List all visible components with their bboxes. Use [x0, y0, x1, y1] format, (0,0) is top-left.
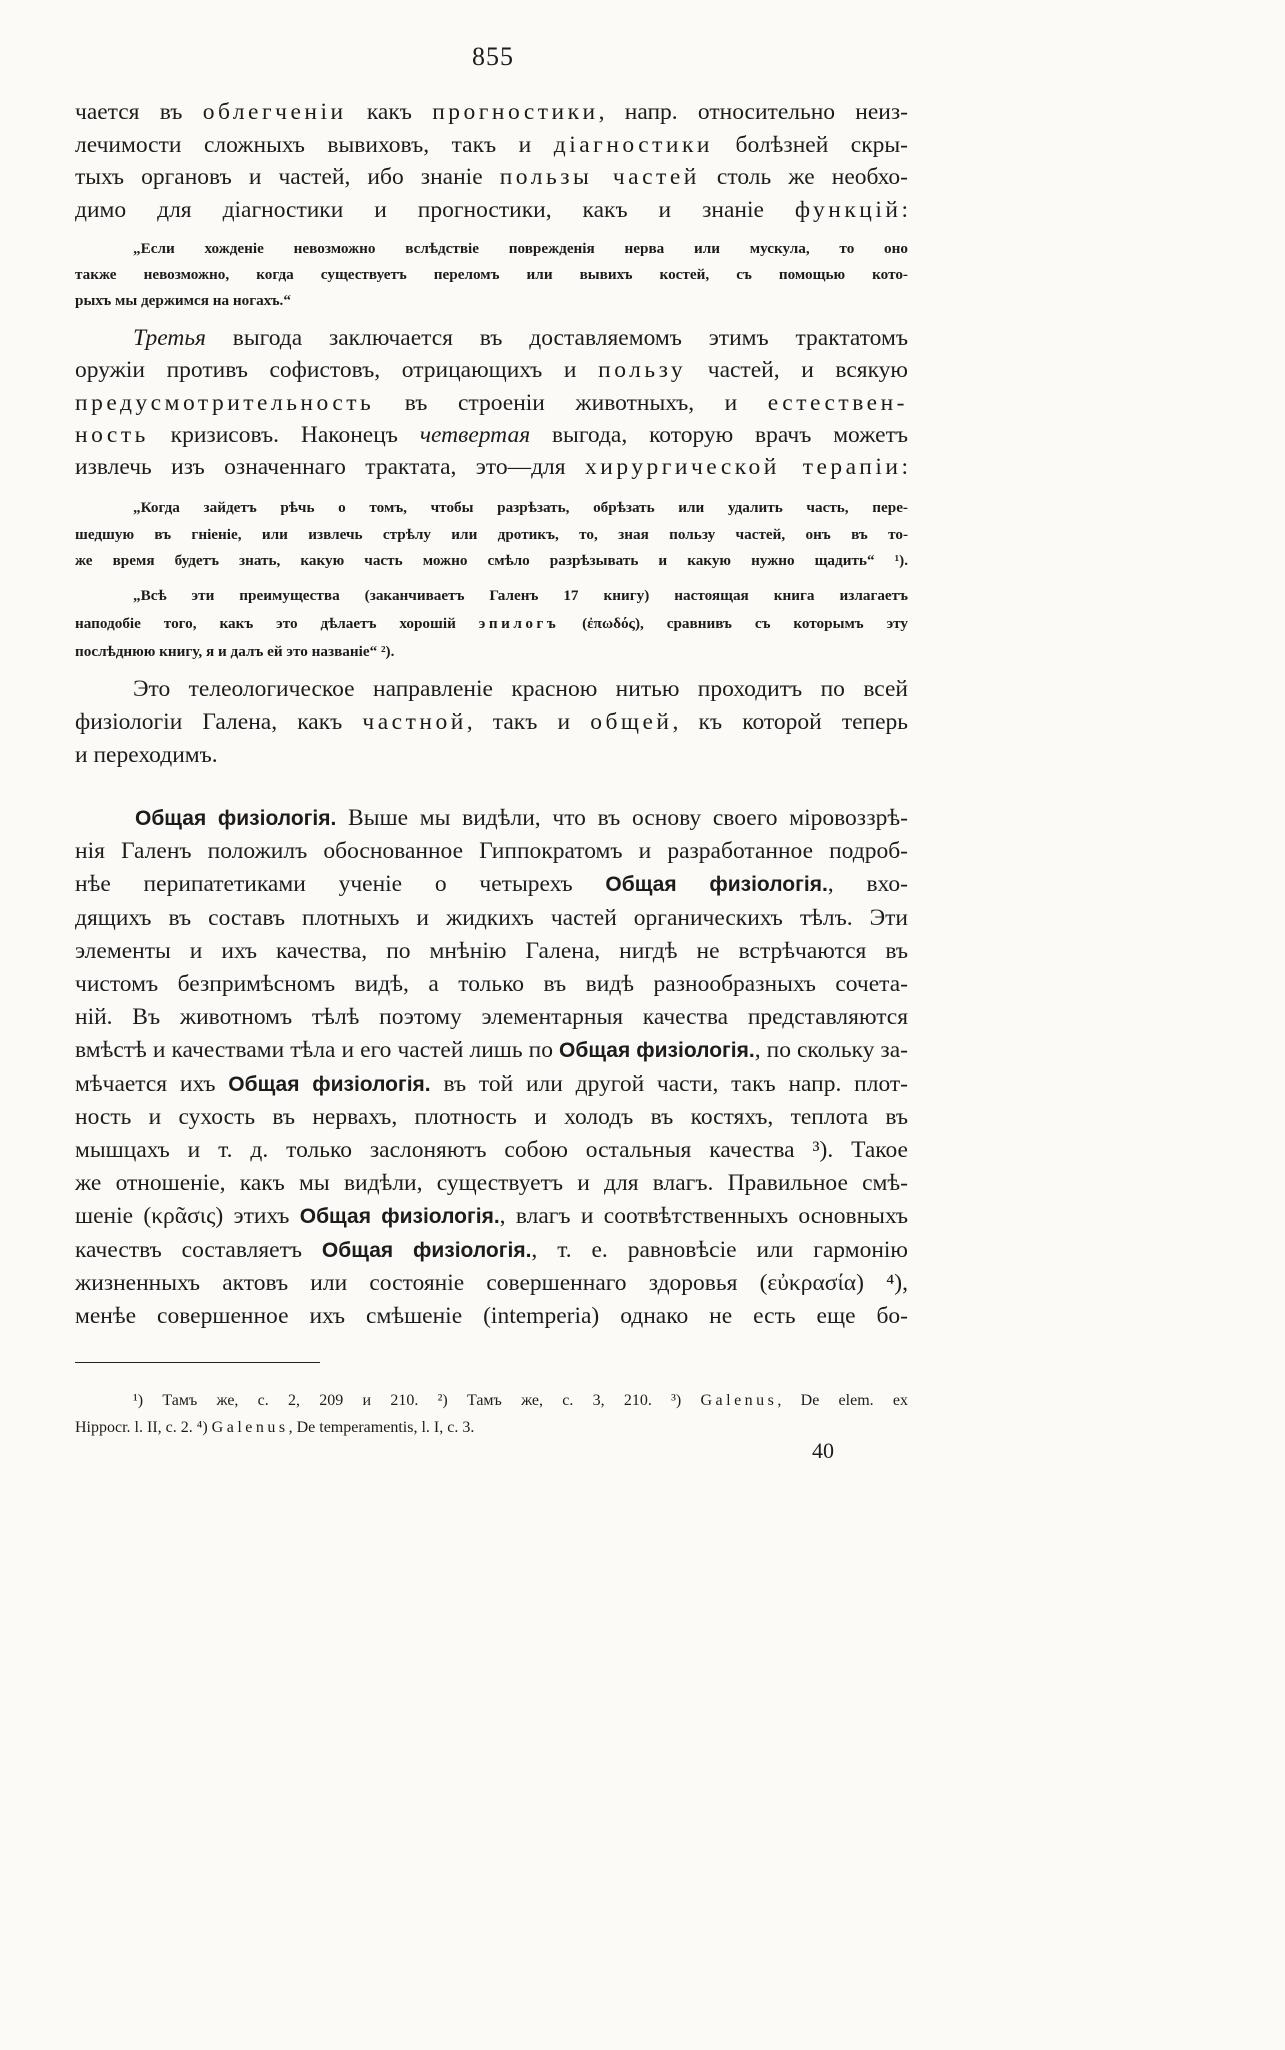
text-run: также невозможно, когда существуетъ переломъ или вывихъ костей, съ помощью кото-	[75, 266, 908, 283]
text-run: :	[901, 454, 908, 481]
paragraph2-line	[75, 452, 908, 482]
text-run: же отношеніе, какъ мы видѣли, существуетъ и для влагъ. Правильное смѣ-	[75, 1170, 908, 1197]
spaced-term: прогностики	[432, 99, 599, 125]
section-line	[75, 1035, 908, 1065]
text-run: въ строеніи животныхъ, и	[374, 389, 768, 416]
section-line	[75, 1002, 908, 1032]
text-run: какъ	[346, 99, 433, 125]
text-run: , т. е. равновѣсіе или гармонію	[531, 1236, 908, 1263]
text-run: ¹) Тамъ же, с. 2, 209 и 210. ²) Тамъ же, с. 3, 210. ³)	[133, 1392, 701, 1409]
section-line	[75, 1268, 908, 1298]
text-run: , такъ и	[466, 709, 591, 735]
spaced-term: облегченіи	[202, 99, 347, 125]
italic-term: четвертая	[419, 421, 531, 448]
spaced-term: эпилогъ	[478, 615, 560, 632]
section-heading: Общая физіологія.	[605, 873, 828, 897]
quote1-line	[75, 290, 908, 312]
quote3-line	[75, 613, 908, 635]
text-run: мѣчается ихъ	[75, 1070, 229, 1097]
italic-term: Третья	[133, 325, 206, 351]
text-run: (ἐπωδός), сравнивъ съ которымъ эту	[559, 615, 908, 632]
section-line	[75, 803, 908, 833]
spaced-term: діагностики	[553, 131, 714, 158]
section-line	[75, 1235, 908, 1265]
text-run: наподобіе того, какъ это дѣлаетъ хорошій	[75, 615, 479, 632]
text-run: Это телеологическое направленіе красною нитью проходитъ по всей	[133, 676, 908, 702]
text-run: „Когда зайдетъ рѣчь о томъ, чтобы разрѣзать, обрѣзать или удалить часть, пере-	[133, 499, 908, 516]
text-run: извлечь изъ означеннаго трактата, это—для	[75, 454, 585, 481]
text-run: рыхъ мы держимся на ногахъ.“	[75, 292, 291, 309]
paragraph1-line	[75, 162, 908, 192]
paragraph1-line	[75, 97, 908, 127]
section-line	[75, 1102, 908, 1132]
footnote-line	[75, 1390, 908, 1412]
text-run: въ той или другой части, такъ напр. плот-	[430, 1070, 908, 1097]
spaced-term: ность	[75, 421, 149, 448]
text-run: „Всѣ эти преимущества (заканчиваетъ Галенъ 17 книгу) настоящая книга излагаетъ	[133, 587, 908, 604]
text-run: оружіи противъ софистовъ, отрицающихъ и	[75, 357, 599, 384]
text-run: кризисовъ. Наконецъ	[148, 421, 420, 448]
text-run: же время будетъ знать, какую часть можно смѣло разрѣзывать и какую нужно щадить“ ¹).	[75, 552, 908, 569]
text-run: Выше мы видѣли, что въ основу своего міровоззрѣ-	[336, 805, 908, 831]
paragraph2-line	[75, 323, 908, 353]
paragraph3-line	[75, 674, 908, 704]
quote2-line	[75, 497, 908, 519]
section-line	[75, 903, 908, 933]
paragraph1-line	[75, 130, 908, 160]
text-run: дящихъ въ составъ плотныхъ и жидкихъ частей органическихъ тѣлъ. Эти	[75, 904, 908, 931]
text-run: ній. Въ животномъ тѣлѣ поэтому элементарныя качества представляются	[75, 1004, 908, 1031]
text-run: , напр. относительно неиз-	[598, 99, 908, 125]
text-run: послѣднюю книгу, я и далъ ей это названіе“ ²).	[75, 643, 395, 660]
spaced-term: функцій	[794, 196, 902, 223]
section-line	[75, 1201, 908, 1231]
text-run: „Если хожденіе невозможно вслѣдствіе поврежденія нерва или мускула, то оно	[133, 240, 908, 257]
spaced-term: частной	[362, 709, 467, 735]
paragraph1-line	[75, 195, 908, 225]
page-number: 855	[472, 42, 514, 71]
text-run: , по скольку за-	[754, 1037, 908, 1064]
text-run: , влагъ и соотвѣтственныхъ основныхъ	[499, 1203, 908, 1230]
text-run: болѣзней скры-	[713, 131, 908, 158]
section-heading: Общая физіологія.	[228, 1072, 431, 1096]
text-run: выгода заключается въ доставляемомъ этимъ трактатомъ	[205, 325, 908, 351]
text-run: чистомъ безпримѣсномъ видѣ, а только въ видѣ разнообразныхъ сочета-	[75, 971, 908, 997]
paragraph3-line	[75, 707, 908, 737]
text-run: мышцахъ и т. д. только заслоняютъ собою остальныя качества ³). Такое	[75, 1137, 908, 1163]
section-line	[75, 1135, 908, 1165]
text-run: Hippocr. l. II, c. 2. ⁴)	[75, 1419, 212, 1436]
section-line	[75, 869, 908, 899]
text-run: вмѣстѣ и качествами тѣла и его частей лишь по	[75, 1037, 560, 1064]
spaced-term: Galenus	[211, 1419, 289, 1436]
text-run: ность и сухость въ нервахъ, плотность и холодъ въ костяхъ, теплота въ	[75, 1103, 908, 1130]
quote2-line	[75, 550, 908, 572]
text-run: шедшую въ гніеніе, или извлечь стрѣлу или дротикъ, то, зная пользу частей, онъ въ то-	[75, 525, 908, 543]
text-run: :	[901, 196, 908, 223]
section-line	[75, 1069, 908, 1099]
text-run: менѣе совершенное ихъ смѣшеніе (intemperia) однако не есть еще бо-	[75, 1303, 908, 1329]
text-run: чается въ	[75, 99, 203, 125]
text-run: элементы и ихъ качества, по мнѣнію Галена, нигдѣ не встрѣчаются въ	[75, 937, 908, 964]
text-run: , De elem. ex	[777, 1392, 908, 1409]
text-run: качествъ составляетъ	[75, 1236, 322, 1263]
spaced-term: Galenus	[700, 1392, 778, 1409]
section-line	[75, 969, 908, 999]
text-run: нѣе перипатетиками ученіе о четырехъ	[75, 871, 606, 898]
text-run: столь же необхо-	[699, 164, 908, 190]
section-heading: Общая физіологія.	[299, 1205, 500, 1229]
quote1-line	[75, 238, 908, 260]
section-heading: Общая физіологія.	[321, 1238, 532, 1262]
sheet-signature: 40	[812, 1438, 834, 1463]
spaced-term: пользу	[598, 357, 687, 384]
paragraph2-line	[75, 420, 908, 450]
text-run: выгода, которую врачъ можетъ	[530, 421, 909, 448]
footnote-rule	[75, 1362, 320, 1363]
section-line	[75, 836, 908, 866]
text-run: , вхо-	[827, 871, 908, 898]
spaced-term: хирургической терапіи	[585, 454, 902, 481]
spaced-term: пользы частей	[499, 164, 700, 190]
section-heading: Общая физіологія.	[559, 1039, 755, 1063]
spaced-term: предусмотрительность	[75, 389, 375, 416]
section-heading: Общая физіологія.	[135, 807, 337, 830]
quote3-line	[75, 585, 908, 607]
text-run: жизненныхъ актовъ или состояніе совершеннаго здоровья (εὐκρασία) ⁴),	[75, 1269, 908, 1296]
paragraph2-line	[75, 355, 908, 385]
text-run: шеніе (κρᾶσις) этихъ	[75, 1203, 300, 1230]
quote1-line	[75, 264, 908, 286]
text-run: тыхъ органовъ и частей, ибо знаніе	[75, 164, 500, 190]
text-run: и переходимъ.	[75, 742, 218, 768]
quote3-line	[75, 641, 908, 663]
text-run: нія Галенъ положилъ обоснованное Гиппократомъ и разработанное подроб-	[75, 838, 908, 865]
paragraph2-line	[75, 388, 908, 418]
quote2-line	[75, 524, 908, 546]
text-run: , De temperamentis, l. I, c. 3.	[288, 1419, 475, 1436]
section-line	[75, 1301, 908, 1331]
paragraph3-line	[75, 740, 908, 770]
spaced-term: естествен-	[767, 389, 908, 416]
text-run: , къ которой теперь	[672, 709, 908, 735]
text-run: лечимости сложныхъ вывиховъ, такъ и	[75, 131, 554, 158]
spaced-term: общей	[590, 709, 673, 735]
section-line	[75, 936, 908, 966]
text-run: частей, и всякую	[686, 357, 908, 384]
text-run: димо для діагностики и прогностики, какъ и знаніе	[75, 196, 795, 223]
section-line	[75, 1168, 908, 1198]
footnote-line	[75, 1417, 908, 1439]
text-run: физіологіи Галена, какъ	[75, 709, 363, 735]
